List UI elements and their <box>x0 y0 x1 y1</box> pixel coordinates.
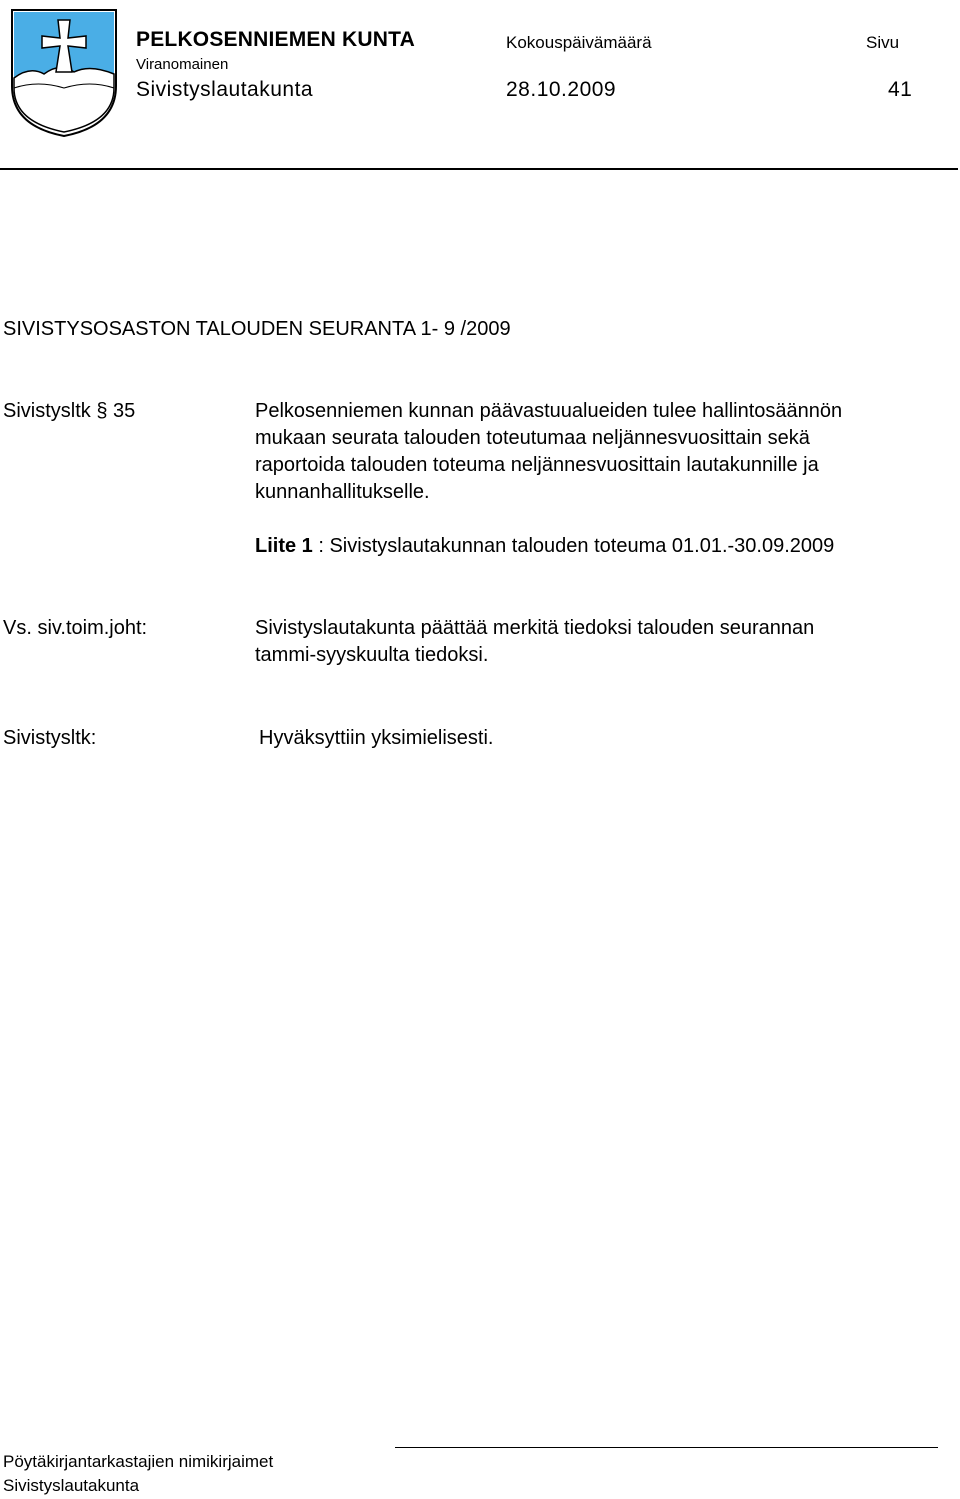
body-type: Viranomainen <box>136 56 229 73</box>
document-title: SIVISTYSOSASTON TALOUDEN SEURANTA 1- 9 /2009 <box>3 318 511 340</box>
proposal-line: Sivistyslautakunta päättää merkitä tiedoksi talouden seurannan <box>255 617 815 639</box>
paragraph-line: raportoida talouden toteuma neljännesvuosittain lautakunnille ja <box>255 454 819 476</box>
decision-text: Hyväksyttiin yksimielisesti. <box>259 727 494 749</box>
page-number: 41 <box>888 78 913 101</box>
proposal-text <box>255 615 955 669</box>
section-paragraph <box>255 398 955 506</box>
board-name: Sivistyslautakunta <box>136 78 314 101</box>
paragraph-line: mukaan seurata talouden toteutumaa neljännesvuosittain sekä <box>255 427 810 449</box>
signature-line <box>395 1447 938 1448</box>
meeting-date-label: Kokouspäivämäärä <box>506 33 652 52</box>
attachment-label: Liite 1 <box>255 535 313 557</box>
proposal-label: Vs. siv.toim.joht: <box>3 617 148 639</box>
paragraph-line: Pelkosenniemen kunnan päävastuualueiden tulee hallintosäännön <box>255 400 843 422</box>
section-label: Sivistysltk § 35 <box>3 400 136 422</box>
footer-board: Sivistyslautakunta <box>3 1476 140 1495</box>
proposal-line: tammi-syyskuulta tiedoksi. <box>255 644 489 666</box>
header-divider <box>0 168 958 170</box>
page-label: Sivu <box>866 33 900 52</box>
municipality-name: PELKOSENNIEMEN KUNTA <box>136 28 415 51</box>
attachment-line <box>255 533 955 560</box>
paragraph-line: kunnanhallitukselle. <box>255 481 430 503</box>
attachment-text: : Sivistyslautakunnan talouden toteuma 01.01.-30.09.2009 <box>312 535 835 557</box>
initials-label: Pöytäkirjantarkastajien nimikirjaimet <box>3 1452 274 1471</box>
meeting-date: 28.10.2009 <box>506 78 617 101</box>
decision-label: Sivistysltk: <box>3 727 97 749</box>
coat-of-arms-icon <box>10 8 118 138</box>
